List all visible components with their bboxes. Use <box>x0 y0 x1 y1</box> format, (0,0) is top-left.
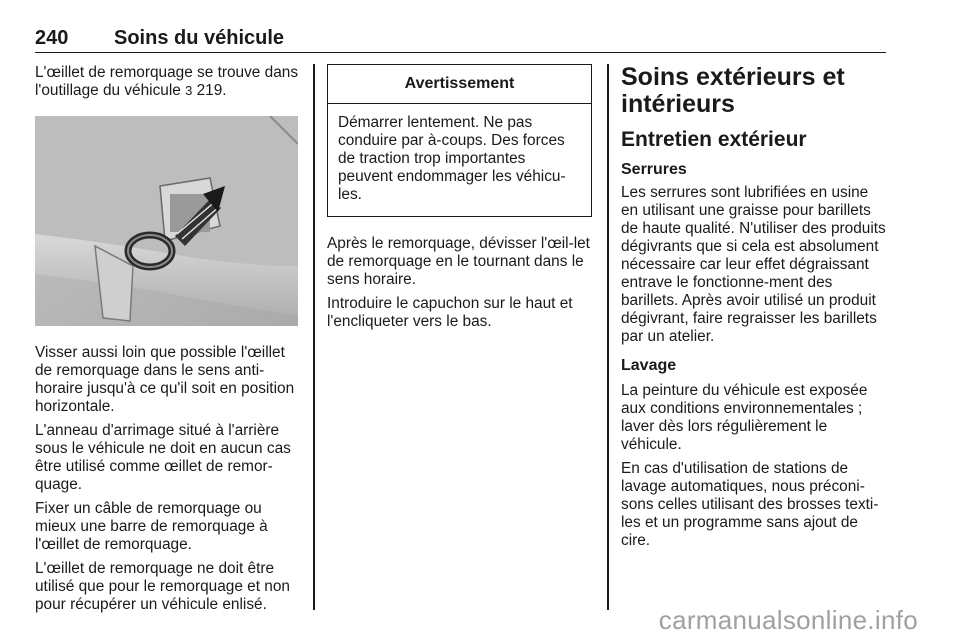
paragraph: Les serrures sont lubrifiées en usine en utilisant une graisse pour barillets de haute qualité. N'utiliser des produits dégivrants que si cela est absolument nécessaire car leur effet dégraissant entrave le fonctionne-ment des barillets. Après avoir utilisé un produit dégivrant, faire regraisser les barillets par un atelier. <box>621 184 886 345</box>
tow-eye-image <box>35 116 298 326</box>
topic-heading-locks: Serrures <box>621 161 687 178</box>
column-divider <box>313 64 315 610</box>
watermark: carmanualsonline.info <box>658 605 918 635</box>
chapter-title: Soins du véhicule <box>114 27 285 49</box>
page-number: 240 <box>35 27 69 49</box>
page-ref-arrow-icon: 3 <box>185 83 193 98</box>
column-left <box>35 64 300 620</box>
column-middle <box>327 64 592 337</box>
paragraph: L'anneau d'arrimage situé à l'arrière sous le véhicule ne doit en aucun cas être utilisé comme œillet de remor-quage. <box>35 422 291 493</box>
page-ref[interactable]: 219. <box>196 82 227 99</box>
column-right <box>621 64 889 556</box>
section-heading: Soins extérieurs et intérieurs <box>621 63 845 118</box>
warning-title: Avertissement <box>328 65 591 104</box>
paragraph: Visser aussi loin que possible l'œillet de remorquage dans le sens anti-horaire jusqu'à ce qu'il soit en position horizontale. <box>35 344 295 415</box>
column-divider <box>607 64 609 610</box>
paragraph: Introduire le capuchon sur le haut et l'encliqueter vers le bas. <box>327 295 573 330</box>
warning-box <box>327 64 592 217</box>
paragraph: L'œillet de remorquage ne doit être utilisé que pour le remorquage et non pour récupérer un véhicule enlisé. <box>35 560 290 613</box>
paragraph: La peinture du véhicule est exposée aux conditions environnementales ; laver dès lors régulièrement le véhicule. <box>621 382 868 453</box>
paragraph-text: L'œillet de remorquage se trouve dans l'outillage du véhicule <box>35 64 299 99</box>
tow-eye-illustration <box>35 116 298 326</box>
topic-heading-washing: Lavage <box>621 357 677 374</box>
paragraph: Après le remorquage, dévisser l'œil-let de remorquage en le tournant dans le sens horaire. <box>327 235 590 288</box>
warning-text: Démarrer lentement. Ne pas conduire par à-coups. Des forces de traction trop importantes peuvent endommager les véhicu-les. <box>338 114 566 203</box>
subsection-heading: Entretien extérieur <box>621 128 807 151</box>
paragraph: En cas d'utilisation de stations de lavage automatiques, nous préconi-sons celles utilisant des brosses texti-les et un programme sans ajout de cire. <box>621 460 879 549</box>
page-header <box>35 23 886 53</box>
paragraph: Fixer un câble de remorquage ou mieux une barre de remorquage à l'œillet de remorquage. <box>35 500 268 553</box>
paragraph <box>35 64 300 100</box>
